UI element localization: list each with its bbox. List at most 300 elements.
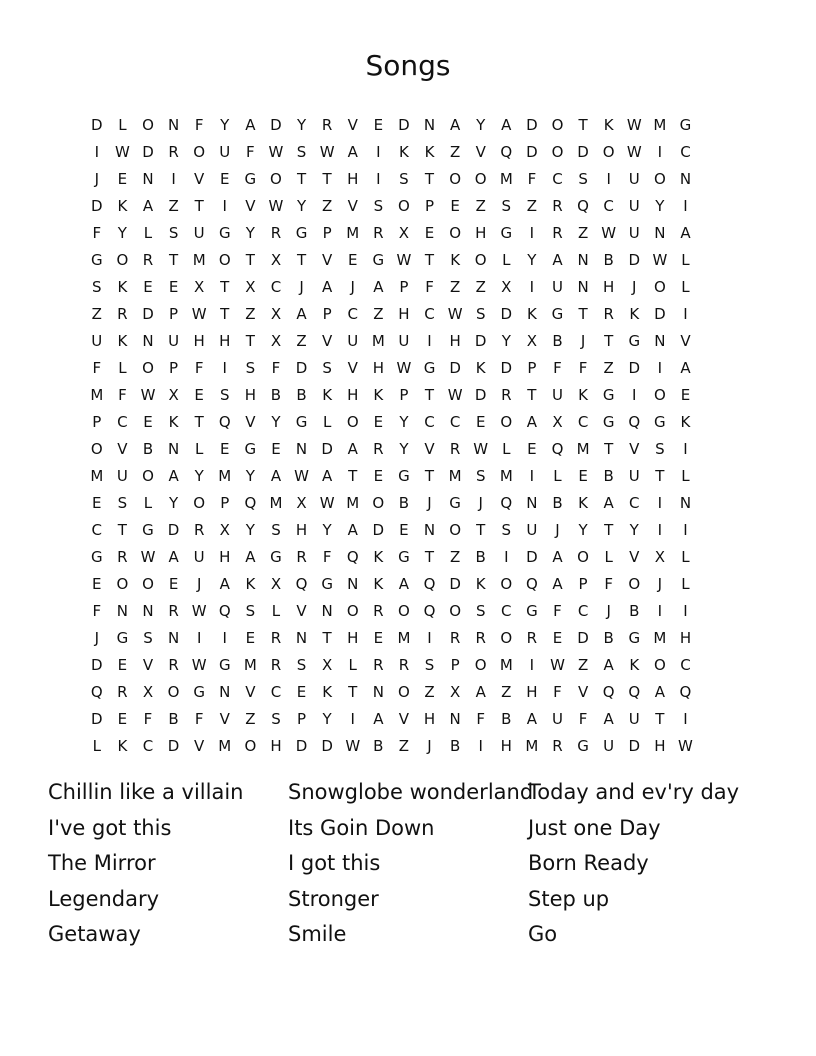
- grid-letter: S: [271, 710, 281, 728]
- grid-letter: M: [448, 467, 462, 485]
- grid-letter: I: [529, 224, 535, 242]
- grid-letter: Y: [296, 197, 307, 215]
- grid-letter: R: [373, 440, 384, 458]
- grid-letter: U: [628, 224, 640, 242]
- grid-letter: E: [117, 170, 128, 188]
- grid-letter: H: [270, 737, 282, 755]
- grid-letter: F: [194, 710, 204, 728]
- grid-letter: T: [348, 467, 358, 485]
- grid-letter: A: [373, 710, 384, 728]
- grid-letter: I: [657, 494, 663, 512]
- grid-letter: Y: [476, 116, 486, 134]
- grid-letter: K: [578, 386, 588, 404]
- grid-letter: Z: [449, 143, 461, 161]
- grid-letter: O: [346, 602, 359, 620]
- grid-letter: H: [500, 737, 512, 755]
- grid-letter: O: [116, 575, 129, 593]
- grid-letter: X: [270, 305, 282, 323]
- word-list-item: Stronger: [288, 886, 379, 911]
- grid-letter: D: [628, 359, 641, 377]
- grid-letter: U: [347, 332, 359, 350]
- grid-letter: S: [424, 656, 435, 674]
- grid-letter: V: [322, 332, 333, 350]
- grid-letter: N: [295, 629, 308, 647]
- grid-letter: V: [117, 440, 128, 458]
- grid-letter: R: [475, 629, 486, 647]
- grid-letter: L: [348, 656, 357, 674]
- grid-letter: B: [296, 386, 307, 404]
- grid-letter: P: [169, 305, 179, 323]
- grid-letter: F: [553, 359, 562, 377]
- grid-letter: M: [576, 440, 590, 458]
- grid-letter: D: [321, 440, 333, 458]
- grid-letter: N: [167, 629, 180, 647]
- grid-letter: O: [500, 413, 513, 431]
- grid-letter: K: [578, 494, 588, 512]
- grid-letter: G: [142, 521, 154, 539]
- grid-letter: N: [142, 170, 154, 188]
- grid-letter: X: [168, 386, 179, 404]
- grid-letter: D: [474, 332, 487, 350]
- word-list-item: Just one Day: [528, 815, 661, 840]
- grid-letter: X: [526, 332, 538, 350]
- grid-letter: R: [193, 521, 205, 539]
- grid-letter: X: [296, 494, 307, 512]
- grid-letter: I: [171, 170, 176, 188]
- grid-letter: X: [142, 683, 154, 701]
- grid-letter: G: [116, 629, 129, 647]
- grid-letter: D: [526, 143, 538, 161]
- grid-letter: Q: [218, 602, 231, 620]
- grid-letter: A: [347, 440, 358, 458]
- grid-letter: N: [167, 116, 180, 134]
- grid-letter: C: [603, 197, 614, 215]
- word-list-row: [48, 811, 768, 847]
- grid-letter: Q: [295, 575, 308, 593]
- grid-letter: T: [655, 710, 665, 728]
- grid-letter: L: [681, 278, 690, 296]
- grid-letter: F: [578, 710, 588, 728]
- grid-letter: N: [321, 602, 333, 620]
- grid-letter: O: [653, 170, 666, 188]
- grid-letter: W: [473, 440, 489, 458]
- grid-letter: A: [654, 683, 665, 701]
- grid-letter: O: [346, 413, 359, 431]
- grid-letter: O: [602, 143, 615, 161]
- grid-letter: W: [447, 305, 463, 323]
- grid-letter: E: [143, 413, 153, 431]
- grid-letter: G: [679, 116, 692, 134]
- grid-letter: M: [499, 656, 513, 674]
- grid-letter: X: [194, 278, 205, 296]
- grid-letter: L: [681, 548, 690, 566]
- grid-letter: U: [628, 197, 640, 215]
- grid-letter: Y: [194, 467, 204, 485]
- grid-letter: I: [683, 440, 688, 458]
- grid-letter: O: [193, 143, 206, 161]
- grid-letter: J: [427, 494, 432, 512]
- grid-letter: D: [526, 116, 538, 134]
- grid-letter: Y: [220, 116, 230, 134]
- grid-letter: R: [117, 305, 128, 323]
- grid-letter: N: [679, 494, 692, 512]
- grid-letter: O: [142, 575, 154, 593]
- grid-letter: B: [449, 737, 461, 755]
- grid-row: [84, 355, 698, 382]
- grid-letter: C: [449, 413, 461, 431]
- grid-letter: K: [168, 413, 179, 431]
- grid-letter: S: [501, 197, 512, 215]
- grid-letter: M: [397, 629, 411, 647]
- grid-row: [84, 517, 698, 544]
- word-list-item: Getaway: [48, 922, 141, 947]
- grid-letter: O: [449, 602, 462, 620]
- grid-row: [84, 598, 698, 625]
- grid-letter: U: [551, 710, 563, 728]
- letter-grid: [84, 112, 698, 760]
- grid-letter: F: [143, 710, 153, 728]
- grid-letter: D: [500, 359, 513, 377]
- grid-letter: V: [398, 710, 410, 728]
- grid-letter: C: [270, 278, 282, 296]
- grid-letter: D: [577, 143, 589, 161]
- grid-letter: W: [319, 494, 335, 512]
- word-list-row: [48, 846, 768, 882]
- grid-letter: O: [474, 170, 487, 188]
- grid-letter: O: [142, 467, 154, 485]
- grid-letter: R: [552, 224, 563, 242]
- grid-letter: M: [525, 737, 539, 755]
- grid-letter: A: [245, 116, 256, 134]
- grid-letter: M: [218, 737, 232, 755]
- grid-letter: K: [245, 575, 256, 593]
- grid-letter: P: [527, 359, 537, 377]
- grid-letter: C: [577, 602, 589, 620]
- grid-letter: O: [474, 656, 487, 674]
- grid-letter: A: [526, 413, 538, 431]
- grid-letter: P: [92, 413, 102, 431]
- grid-letter: V: [629, 440, 640, 458]
- grid-letter: S: [296, 656, 307, 674]
- grid-letter: W: [626, 116, 642, 134]
- grid-letter: R: [526, 629, 538, 647]
- grid-letter: W: [268, 143, 284, 161]
- grid-letter: G: [602, 386, 615, 404]
- grid-letter: D: [500, 305, 513, 323]
- grid-letter: O: [653, 656, 666, 674]
- grid-letter: O: [398, 197, 410, 215]
- grid-letter: B: [552, 332, 563, 350]
- grid-letter: O: [653, 278, 666, 296]
- grid-letter: V: [296, 602, 307, 620]
- grid-letter: E: [399, 521, 409, 539]
- grid-letter: A: [552, 251, 563, 269]
- grid-letter: S: [501, 521, 512, 539]
- grid-letter: W: [626, 143, 642, 161]
- grid-letter: P: [399, 386, 409, 404]
- grid-letter: I: [376, 143, 381, 161]
- grid-letter: Y: [629, 521, 639, 539]
- grid-letter: M: [346, 224, 360, 242]
- grid-letter: S: [245, 359, 256, 377]
- grid-letter: W: [294, 467, 309, 485]
- grid-letter: F: [246, 143, 255, 161]
- grid-letter: N: [449, 710, 461, 728]
- grid-letter: A: [219, 575, 230, 593]
- grid-letter: Z: [501, 683, 512, 701]
- grid-letter: B: [142, 440, 154, 458]
- grid-letter: H: [398, 305, 410, 323]
- grid-letter: J: [478, 494, 483, 512]
- grid-letter: V: [347, 116, 358, 134]
- grid-letter: N: [142, 602, 154, 620]
- grid-letter: L: [118, 116, 127, 134]
- grid-letter: A: [142, 197, 154, 215]
- grid-letter: J: [555, 521, 560, 539]
- grid-letter: I: [657, 602, 663, 620]
- grid-letter: T: [245, 251, 255, 269]
- grid-letter: E: [271, 440, 281, 458]
- grid-letter: Y: [322, 710, 332, 728]
- grid-letter: U: [219, 143, 231, 161]
- grid-letter: N: [577, 278, 589, 296]
- grid-letter: K: [526, 305, 537, 323]
- grid-letter: W: [191, 602, 207, 620]
- grid-letter: N: [219, 683, 231, 701]
- grid-letter: W: [140, 548, 156, 566]
- grid-letter: F: [118, 386, 127, 404]
- grid-letter: T: [424, 467, 435, 485]
- grid-letter: T: [424, 251, 435, 269]
- grid-letter: Z: [322, 197, 333, 215]
- grid-letter: V: [577, 683, 589, 701]
- grid-letter: C: [270, 683, 282, 701]
- grid-letter: W: [140, 386, 156, 404]
- grid-letter: G: [654, 413, 666, 431]
- grid-letter: R: [373, 656, 384, 674]
- grid-letter: R: [449, 440, 461, 458]
- grid-letter: F: [92, 602, 102, 620]
- grid-letter: A: [603, 494, 614, 512]
- grid-letter: D: [628, 251, 641, 269]
- grid-row: [84, 328, 698, 355]
- grid-letter: Z: [245, 305, 256, 323]
- grid-letter: G: [321, 575, 333, 593]
- grid-letter: W: [396, 251, 412, 269]
- grid-letter: S: [271, 521, 281, 539]
- grid-letter: T: [424, 386, 435, 404]
- grid-letter: B: [603, 629, 614, 647]
- grid-letter: J: [196, 575, 202, 593]
- grid-letter: R: [270, 224, 282, 242]
- grid-letter: E: [92, 494, 102, 512]
- grid-letter: Q: [679, 683, 692, 701]
- grid-letter: Q: [346, 548, 359, 566]
- grid-letter: U: [398, 332, 410, 350]
- grid-letter: V: [680, 332, 691, 350]
- grid-letter: M: [346, 494, 360, 512]
- grid-letter: G: [90, 548, 103, 566]
- grid-letter: Y: [399, 413, 409, 431]
- grid-letter: A: [296, 305, 307, 323]
- grid-letter: K: [399, 143, 409, 161]
- grid-row: [84, 166, 698, 193]
- grid-letter: Z: [91, 305, 102, 323]
- grid-letter: G: [295, 224, 308, 242]
- grid-letter: G: [526, 602, 538, 620]
- grid-letter: T: [578, 116, 588, 134]
- grid-letter: J: [299, 278, 304, 296]
- grid-letter: O: [142, 359, 154, 377]
- grid-letter: B: [552, 494, 563, 512]
- grid-letter: H: [244, 386, 256, 404]
- grid-letter: I: [632, 386, 637, 404]
- grid-letter: I: [222, 197, 227, 215]
- grid-letter: X: [219, 521, 230, 539]
- grid-letter: V: [219, 710, 230, 728]
- grid-letter: H: [372, 359, 384, 377]
- grid-letter: D: [577, 629, 589, 647]
- grid-letter: H: [193, 332, 205, 350]
- grid-letter: Q: [244, 494, 257, 512]
- grid-letter: G: [244, 440, 257, 458]
- grid-letter: H: [347, 170, 359, 188]
- grid-letter: D: [142, 305, 154, 323]
- grid-letter: Q: [500, 143, 513, 161]
- grid-letter: J: [632, 278, 637, 296]
- grid-letter: R: [552, 737, 563, 755]
- grid-letter: P: [297, 710, 307, 728]
- grid-letter: O: [449, 170, 462, 188]
- grid-row: [84, 247, 698, 274]
- grid-letter: R: [168, 143, 179, 161]
- grid-letter: I: [657, 359, 663, 377]
- grid-letter: N: [423, 116, 436, 134]
- grid-letter: R: [321, 116, 333, 134]
- grid-letter: M: [371, 332, 385, 350]
- grid-row: [84, 112, 698, 139]
- grid-letter: D: [526, 548, 538, 566]
- grid-letter: S: [168, 224, 179, 242]
- grid-letter: X: [501, 278, 512, 296]
- grid-letter: P: [322, 224, 332, 242]
- grid-letter: U: [168, 332, 180, 350]
- grid-row: [84, 409, 698, 436]
- grid-letter: U: [603, 737, 615, 755]
- grid-letter: K: [373, 386, 384, 404]
- grid-letter: J: [606, 602, 611, 620]
- grid-letter: E: [450, 197, 460, 215]
- grid-letter: K: [117, 332, 128, 350]
- grid-row: [84, 679, 698, 706]
- grid-letter: H: [475, 224, 487, 242]
- word-list-item: Snowglobe wonderland: [288, 780, 534, 804]
- grid-letter: C: [424, 305, 435, 323]
- grid-letter: H: [603, 278, 615, 296]
- word-list-item: Smile: [288, 922, 347, 947]
- grid-letter: U: [193, 224, 205, 242]
- grid-letter: I: [196, 629, 202, 647]
- page-title: Songs: [365, 49, 451, 82]
- grid-letter: Q: [577, 197, 589, 215]
- grid-letter: X: [449, 683, 461, 701]
- grid-letter: I: [657, 521, 663, 539]
- grid-letter: R: [296, 548, 307, 566]
- grid-letter: E: [143, 278, 153, 296]
- grid-letter: I: [529, 656, 535, 674]
- grid-letter: W: [652, 251, 668, 269]
- grid-row: [84, 301, 698, 328]
- grid-letter: B: [603, 251, 614, 269]
- grid-letter: G: [244, 170, 257, 188]
- grid-letter: S: [655, 440, 665, 458]
- grid-letter: J: [350, 278, 355, 296]
- grid-letter: X: [270, 575, 282, 593]
- grid-letter: D: [142, 143, 154, 161]
- grid-row: [84, 652, 698, 679]
- grid-letter: I: [478, 737, 483, 755]
- grid-letter: E: [680, 386, 691, 404]
- grid-letter: O: [500, 575, 513, 593]
- grid-letter: C: [91, 521, 103, 539]
- grid-letter: O: [628, 575, 641, 593]
- grid-letter: E: [117, 710, 128, 728]
- grid-letter: U: [551, 278, 563, 296]
- grid-letter: N: [654, 224, 666, 242]
- grid-letter: T: [424, 170, 435, 188]
- grid-letter: K: [629, 305, 640, 323]
- grid-letter: A: [398, 575, 410, 593]
- grid-letter: S: [475, 305, 486, 323]
- grid-letter: I: [683, 521, 688, 539]
- grid-letter: L: [553, 467, 562, 485]
- grid-letter: D: [167, 521, 180, 539]
- grid-letter: W: [550, 656, 565, 674]
- grid-letter: I: [683, 305, 688, 323]
- grid-letter: X: [552, 413, 563, 431]
- grid-letter: M: [243, 656, 257, 674]
- grid-row: [84, 544, 698, 571]
- grid-letter: V: [194, 170, 205, 188]
- grid-letter: S: [296, 143, 307, 161]
- grid-letter: P: [169, 359, 179, 377]
- grid-letter: A: [552, 548, 563, 566]
- grid-letter: H: [423, 710, 436, 728]
- grid-letter: U: [628, 467, 640, 485]
- grid-letter: D: [321, 737, 333, 755]
- grid-letter: Z: [449, 278, 461, 296]
- grid-letter: T: [194, 413, 204, 431]
- grid-letter: W: [678, 737, 693, 755]
- grid-letter: R: [117, 548, 128, 566]
- grid-letter: I: [350, 710, 355, 728]
- word-list-item: Its Goin Down: [288, 815, 435, 840]
- grid-letter: J: [94, 170, 100, 188]
- grid-letter: P: [578, 575, 588, 593]
- grid-letter: U: [628, 710, 640, 728]
- grid-letter: T: [322, 170, 332, 188]
- grid-letter: S: [245, 602, 256, 620]
- grid-letter: E: [578, 467, 588, 485]
- grid-letter: E: [373, 413, 384, 431]
- grid-letter: S: [322, 359, 332, 377]
- grid-letter: Q: [525, 575, 538, 593]
- grid-letter: I: [222, 359, 227, 377]
- grid-letter: E: [347, 251, 358, 269]
- grid-row: [84, 382, 698, 409]
- grid-letter: L: [322, 413, 332, 431]
- grid-letter: A: [245, 548, 256, 566]
